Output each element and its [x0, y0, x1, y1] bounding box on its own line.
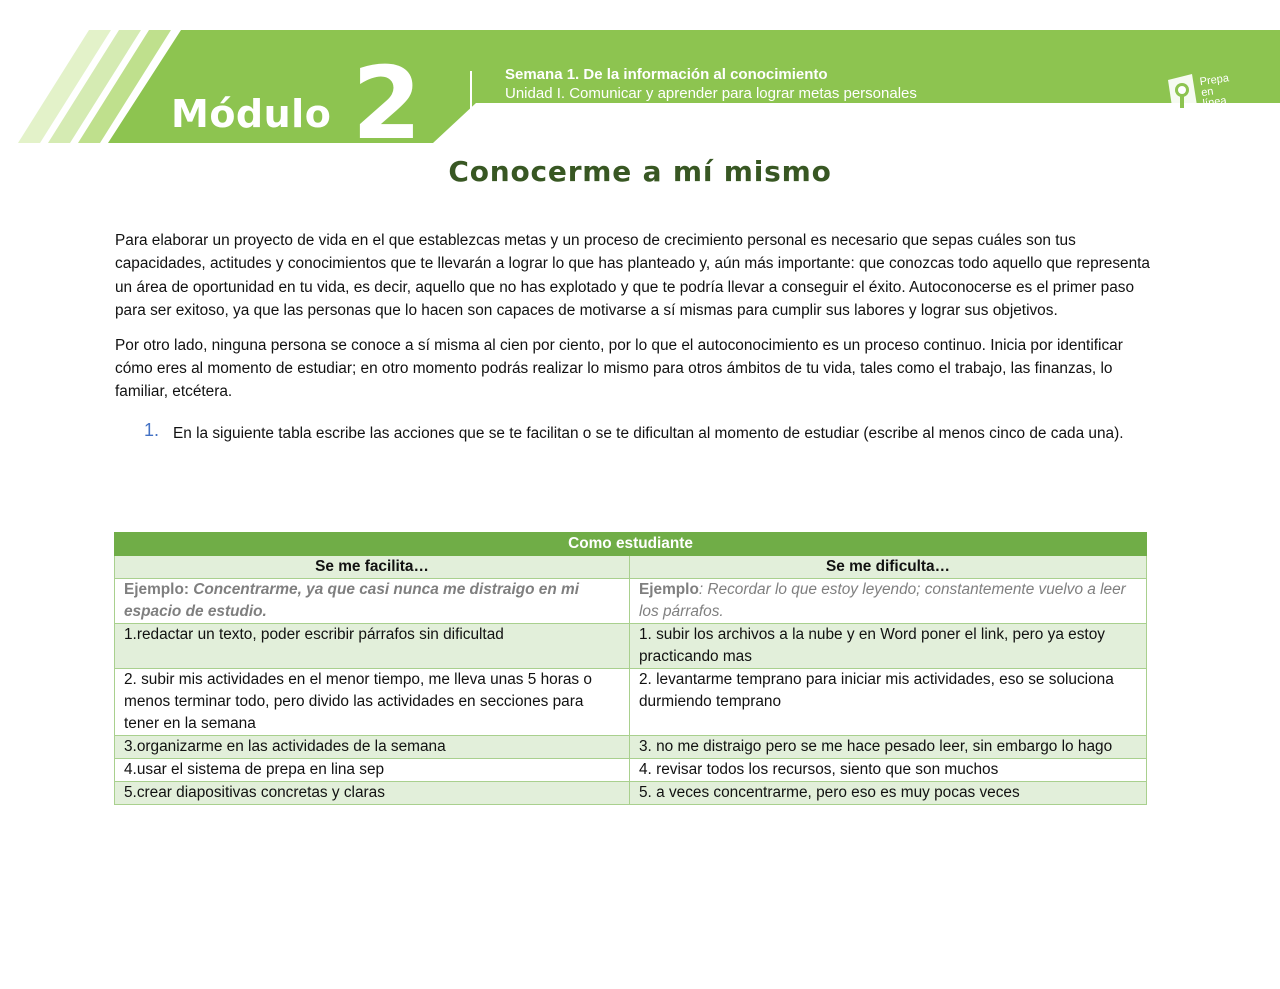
table-cell: 3. no me distraigo pero se me hace pesado leer, sin embargo lo hago	[630, 736, 1147, 759]
logo-text-line-1: Prepa en	[1198, 72, 1230, 100]
column-header-facilita: Se me facilita…	[115, 556, 630, 579]
example-label-right: Ejemplo	[639, 581, 699, 598]
table-row	[115, 782, 1147, 805]
example-row	[115, 579, 1147, 624]
example-label-left: Ejemplo:	[124, 581, 194, 598]
logo-text-line-2: línea	[1202, 94, 1228, 110]
table-row	[115, 759, 1147, 782]
logo-mark-icon	[1162, 72, 1202, 122]
table-cell: 4. revisar todos los recursos, siento que son muchos	[630, 759, 1147, 782]
logo-text-line-3: SEP	[1203, 105, 1228, 121]
example-text-left: Concentrarme, ya que casi nunca me distraigo en mi espacio de estudio.	[124, 581, 580, 620]
instruction-text: En la siguiente tabla escribe las acciones que se te facilitan o se te dificultan al momento de estudiar (escribe al menos cinco de cada una).	[173, 424, 1124, 442]
module-number: 2	[352, 45, 422, 162]
instruction-item	[115, 419, 1155, 445]
document-title: Conocerme a mí mismo	[448, 155, 832, 188]
table-cell: 2. subir mis actividades en el menor tiempo, me lleva unas 5 horas o menos terminar todo, pero divido las actividades en secciones para tener en la semana	[115, 669, 630, 736]
table-row	[115, 736, 1147, 759]
activity-title: Actividad Integradora 1	[505, 103, 672, 120]
example-cell-left	[115, 579, 630, 624]
header-info	[505, 66, 917, 122]
table-cell: 2. levantarme temprano para iniciar mis actividades, eso se soluciona durmiendo temprano	[630, 669, 1147, 736]
module-banner	[0, 28, 1280, 162]
student-table	[114, 532, 1147, 805]
prepa-en-linea-logo	[1162, 72, 1232, 124]
table-cell: 1.redactar un texto, poder escribir párrafos sin dificultad	[115, 624, 630, 669]
column-header-dificulta: Se me dificulta…	[630, 556, 1147, 579]
table-title-row	[115, 533, 1147, 556]
table-header-row	[115, 556, 1147, 579]
unit-title: Unidad I. Comunicar y aprender para lograr metas personales	[505, 84, 917, 102]
instruction-number: 1.	[144, 419, 160, 440]
table-cell: 1. subir los archivos a la nube y en Word poner el link, pero ya estoy practicando mas	[630, 624, 1147, 669]
table-cell: 5.crear diapositivas concretas y claras	[115, 782, 630, 805]
logo-text	[1199, 73, 1235, 121]
module-word: Módulo	[171, 92, 332, 136]
table-cell: 3.organizarme en las actividades de la semana	[115, 736, 630, 759]
document-body	[115, 229, 1155, 445]
paragraph-1: Para elaborar un proyecto de vida en el que establezcas metas y un proceso de crecimiento personal es necesario que sepas cuáles son tus capacidades, actitudes y conocimientos que te llevarán a lograr lo que has planteado y, aún más importante: que conozcas todo aquello que representa un área de oportunidad en tu vida, es decir, aquello que no has explotado y que te podría llevar a conseguir el éxito. Autoconocerse es el primer paso para ser exitoso, ya que las personas que lo hacen son capaces de motivarse a sí mismas para cumplir sus labores y lograr sus objetivos.	[115, 232, 1150, 320]
paragraph-2: Por otro lado, ninguna persona se conoce a sí misma al cien por ciento, por lo que el autoconocimiento es un proceso continuo. Inicia por identificar cómo eres al momento de estudiar; en otro momento podrás realizar lo mismo para otros ámbitos de tu vida, tales como el trabajo, las finanzas, lo familiar, etcétera.	[115, 336, 1123, 401]
table-cell: 4.usar el sistema de prepa en lina sep	[115, 759, 630, 782]
example-text-right: : Recordar lo que estoy leyendo; constantemente vuelvo a leer los párrafos.	[639, 581, 1126, 620]
table-row	[115, 669, 1147, 736]
table-title: Como estudiante	[115, 533, 1147, 556]
header-divider	[470, 71, 472, 117]
week-title: Semana 1. De la información al conocimiento	[505, 66, 828, 83]
table-cell: 5. a veces concentrarme, pero eso es muy pocas veces	[630, 782, 1147, 805]
table-row	[115, 624, 1147, 669]
example-cell-right	[630, 579, 1147, 624]
